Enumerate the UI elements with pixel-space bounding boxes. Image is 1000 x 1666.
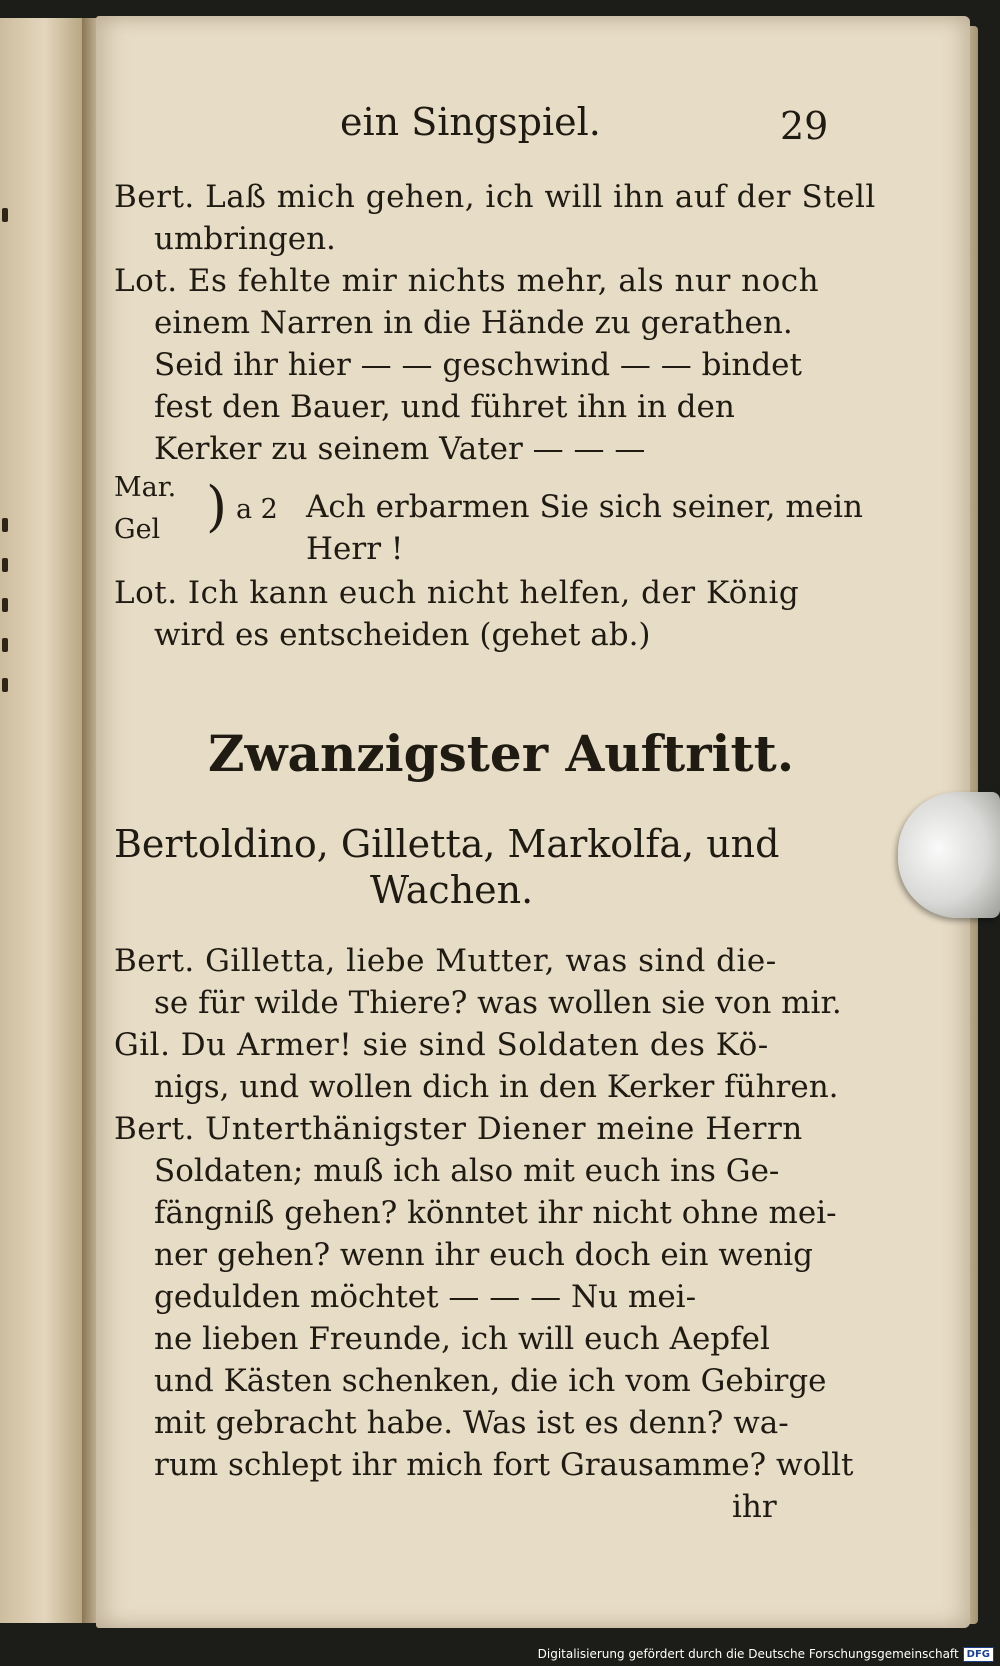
text-line: nigs, und wollen dich in den Kerker führen.	[154, 1069, 839, 1105]
dfg-logo: DFG	[963, 1647, 994, 1662]
text-line: Bert. Laß mich gehen, ich will ihn auf der Stell	[114, 179, 876, 215]
text-line: wird es entscheiden (gehet ab.)	[154, 617, 651, 653]
footer-credit: Digitalisierung gefördert durch die Deutsche Forschungsgemeinschaft	[537, 1647, 959, 1661]
brace-mark: )	[206, 475, 228, 538]
book-page	[96, 16, 970, 1628]
left-page-mark	[2, 558, 8, 572]
left-page-mark	[2, 598, 8, 612]
text-line: fest den Bauer, und führet ihn in den	[154, 389, 735, 425]
text-line: se für wilde Thiere? was wollen sie von mir.	[154, 985, 842, 1021]
footer-credit-bar	[538, 1646, 994, 1662]
text-line: gedulden möchtet — — — Nu mei-	[154, 1279, 697, 1315]
left-page-mark	[2, 678, 8, 692]
scene-characters: Bertoldino, Gilletta, Markolfa, und	[114, 822, 780, 866]
text-line: ne lieben Freunde, ich will euch Aepfel	[154, 1321, 770, 1357]
left-page-mark	[2, 208, 8, 222]
text-line: Kerker zu seinem Vater — — —	[154, 431, 646, 467]
text-line: Gil. Du Armer! sie sind Soldaten des Kö-	[114, 1027, 769, 1063]
running-title: ein Singspiel.	[340, 100, 601, 144]
text-line: umbringen.	[154, 221, 336, 257]
left-page-edge	[0, 18, 84, 1623]
text-line: einem Narren in die Hände zu gerathen.	[154, 305, 793, 341]
text-line: Seid ihr hier — — geschwind — — bindet	[154, 347, 802, 383]
speaker-mar: Mar.	[114, 472, 177, 503]
duet-mark: a 2	[236, 494, 278, 525]
text-line: rum schlept ihr mich fort Grausamme? wollt	[154, 1447, 854, 1483]
page-clip	[898, 792, 1000, 918]
text-line: fängniß gehen? könntet ihr nicht ohne mei-	[154, 1195, 837, 1231]
left-page-mark	[2, 638, 8, 652]
text-line: Ach erbarmen Sie sich seiner, mein	[306, 489, 864, 525]
text-line: Bert. Gilletta, liebe Mutter, was sind die-	[114, 943, 777, 979]
left-page-mark	[2, 518, 8, 532]
scene-characters-cont: Wachen.	[370, 868, 534, 912]
text-line: und Kästen schenken, die ich vom Gebirge	[154, 1363, 827, 1399]
page-number: 29	[780, 104, 829, 148]
text-line: Soldaten; muß ich also mit euch ins Ge-	[154, 1153, 780, 1189]
text-line: Lot. Ich kann euch nicht helfen, der König	[114, 575, 800, 611]
scene-heading: Zwanzigster Auftritt.	[208, 724, 795, 783]
text-line: Herr !	[306, 531, 404, 567]
text-line: mit gebracht habe. Was ist es denn? wa-	[154, 1405, 789, 1441]
catchword: ihr	[732, 1489, 777, 1525]
text-line: ner gehen? wenn ihr euch doch ein wenig	[154, 1237, 814, 1273]
text-line: Bert. Unterthänigster Diener meine Herrn	[114, 1111, 803, 1147]
text-line: Lot. Es fehlte mir nichts mehr, als nur noch	[114, 263, 820, 299]
speaker-gel: Gel	[114, 514, 161, 545]
